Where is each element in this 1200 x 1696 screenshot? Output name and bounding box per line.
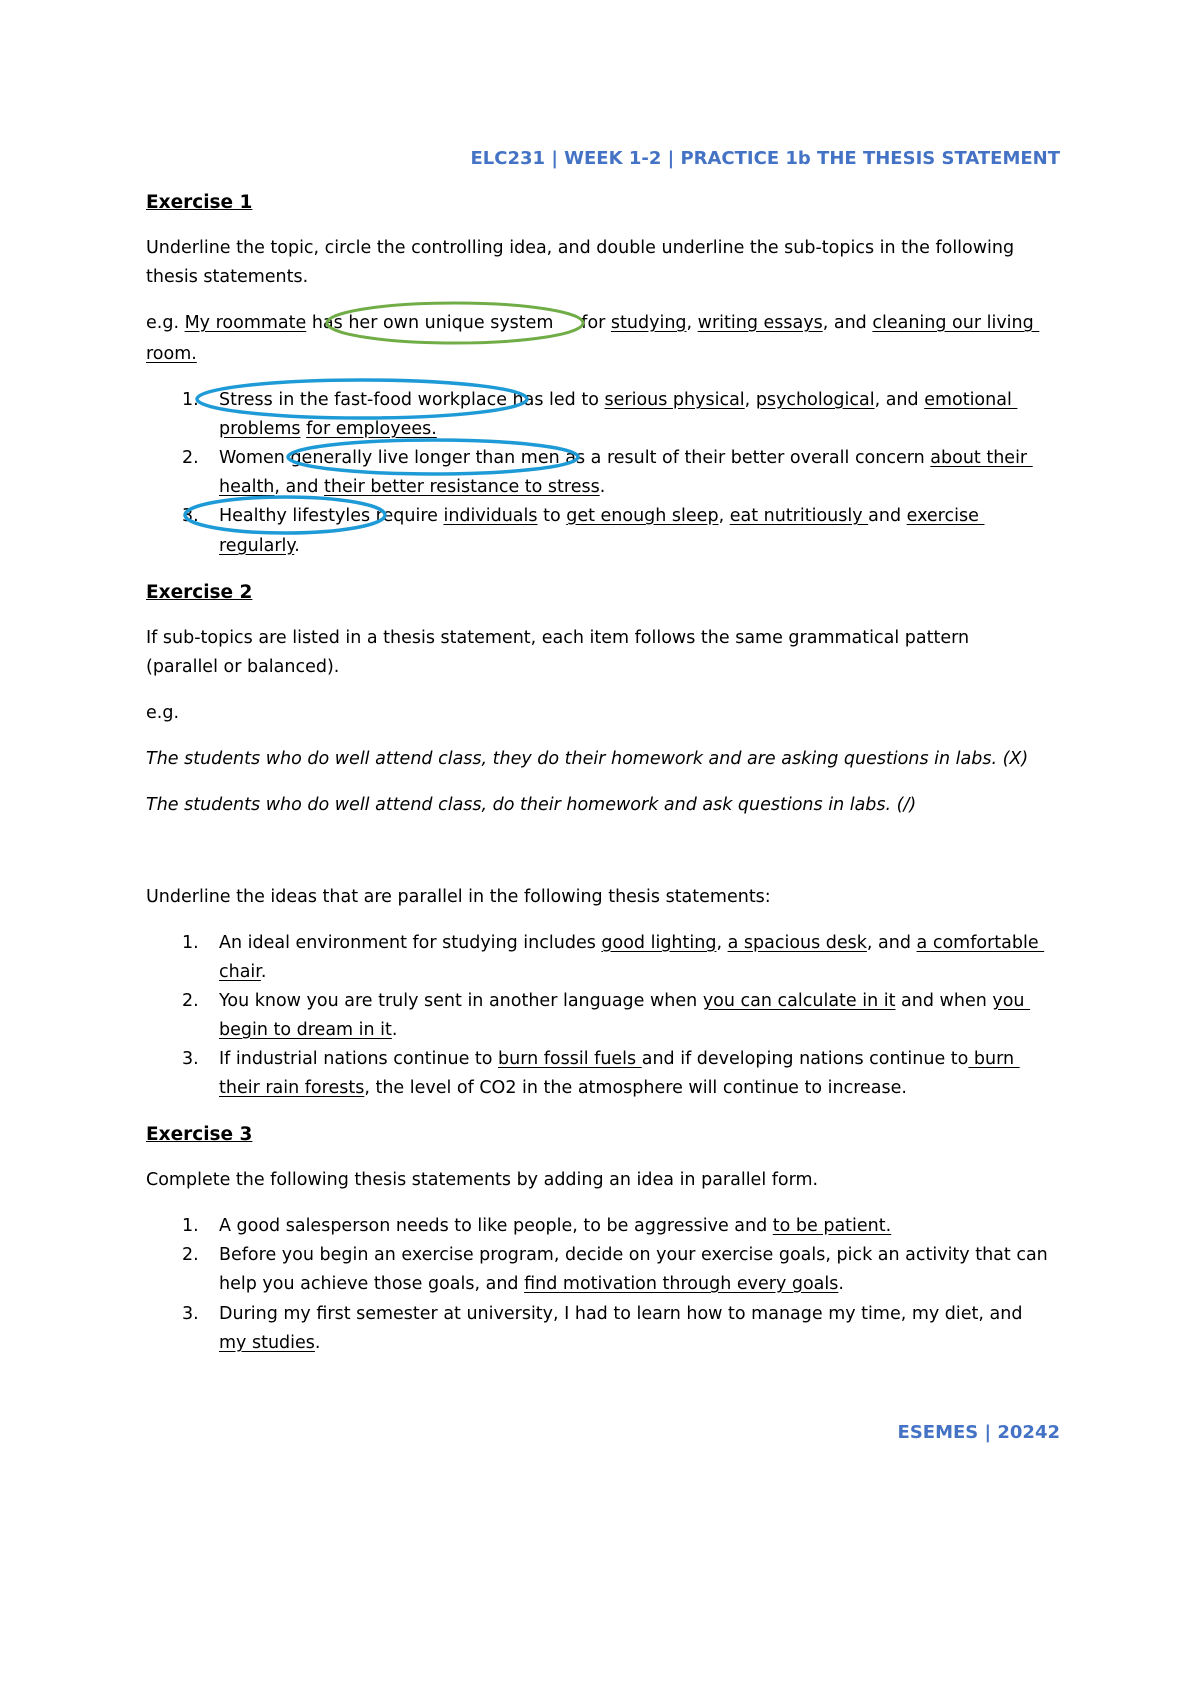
underline: a spacious desk (727, 933, 867, 953)
exercise-3-heading: Exercise 3 (146, 1124, 253, 1145)
text: , and (866, 933, 917, 953)
underline: psychological (755, 390, 875, 410)
underline: health (219, 477, 275, 497)
underline: chair (219, 962, 261, 982)
underline: good lighting (601, 933, 717, 953)
exercise-1-instruction: Underline the topic, circle the controlling idea, and double underline the sub-topics in the following (146, 238, 1015, 258)
underline: serious physical (604, 390, 745, 410)
underline: about their (930, 448, 1033, 468)
subtopic-underline: cleaning our living (872, 313, 1040, 333)
underline: their rain forests (219, 1078, 365, 1098)
text: A good salesperson needs to like people, to be aggressive and (219, 1216, 773, 1236)
text: , (686, 313, 698, 333)
text: . (599, 477, 606, 497)
underline: regularly (219, 536, 295, 556)
text: If industrial nations continue to (219, 1049, 499, 1069)
list-number: 1. (182, 1216, 199, 1236)
text: and when (895, 991, 993, 1011)
text: , (718, 506, 730, 526)
answer-underline: my studies (219, 1333, 315, 1353)
list-item-cont (219, 536, 300, 556)
subtopic-underline: writing essays (697, 313, 823, 333)
list-item: Before you begin an exercise program, decide on your exercise goals, pick an activity that can (219, 1245, 1048, 1265)
text: Women generally live longer than men as a result of their better overall concern (219, 448, 931, 468)
text: An ideal environment for studying includes (219, 933, 602, 953)
underline: their better resistance to stress (324, 477, 600, 497)
list-number: 3. (182, 506, 199, 526)
underline: get enough sleep (566, 506, 719, 526)
list-item (219, 1216, 891, 1236)
text: Healthy lifestyles require (219, 506, 444, 526)
text: , the level of CO2 in the atmosphere will continue to increase. (364, 1078, 907, 1098)
exercise-2-instruction: Underline the ideas that are parallel in the following thesis statements: (146, 887, 771, 907)
text: . (294, 536, 300, 556)
subtopic-underline: room. (146, 344, 197, 364)
list-number: 1. (182, 390, 199, 410)
underline: you (992, 991, 1031, 1011)
exercise-2-paragraph-cont: (parallel or balanced). (146, 657, 340, 677)
example-label: e.g. (146, 703, 180, 723)
list-number: 3. (182, 1304, 199, 1324)
list-item-cont (219, 962, 266, 982)
underline: begin to dream in it (219, 1020, 392, 1040)
example-correct: The students who do well attend class, do their homework and ask questions in labs. (/) (146, 795, 917, 815)
list-item (219, 390, 1017, 410)
answer-underline: to be patient. (772, 1216, 892, 1236)
underline: you can calculate in it (702, 991, 896, 1011)
document-footer: ESEMES | 20242 (897, 1422, 1060, 1443)
exercise-1-heading: Exercise 1 (146, 192, 253, 213)
list-item-cont (219, 419, 437, 439)
text: to (537, 506, 567, 526)
subtopic-underline: studying (610, 313, 687, 333)
example-sentence (146, 313, 1039, 333)
underline: problems (219, 419, 301, 439)
example-incorrect: The students who do well attend class, they do their homework and are asking questions in labs. (X) (146, 749, 1029, 769)
text: and (868, 506, 907, 526)
list-item (219, 506, 984, 526)
list-item (219, 933, 1044, 953)
text: Stress in the fast-food workplace has led to (219, 390, 605, 410)
list-number: 2. (182, 1245, 199, 1265)
text: , (716, 933, 728, 953)
list-item (219, 448, 1033, 468)
text: You know you are truly sent in another language when (219, 991, 703, 1011)
text: , and (874, 390, 925, 410)
underline: burn fossil fuels (498, 1049, 642, 1069)
underline: a comfortable (916, 933, 1045, 953)
underline: burn (968, 1049, 1020, 1069)
exercise-1-instruction-cont: thesis statements. (146, 267, 309, 287)
text: e.g. (146, 313, 185, 333)
list-item-cont (219, 1020, 397, 1040)
list-item (219, 991, 1030, 1011)
underline: exercise (906, 506, 985, 526)
text: . (838, 1274, 844, 1294)
list-item-cont (219, 1274, 844, 1294)
list-number: 1. (182, 933, 199, 953)
exercise-2-paragraph: If sub-topics are listed in a thesis statement, each item follows the same grammatical pattern (146, 628, 970, 648)
underline: emotional (924, 390, 1018, 410)
exercise-3-instruction: Complete the following thesis statements by adding an idea in parallel form. (146, 1170, 819, 1190)
text: and if developing nations continue to (641, 1049, 969, 1069)
text: help you achieve those goals, and (219, 1274, 525, 1294)
list-number: 2. (182, 991, 199, 1011)
text: . (391, 1020, 398, 1040)
list-number: 2. (182, 448, 199, 468)
underline: eat nutritiously (729, 506, 869, 526)
list-item-cont (219, 1078, 907, 1098)
list-item-cont (219, 1333, 320, 1353)
text: . (314, 1333, 321, 1353)
exercise-2-heading: Exercise 2 (146, 582, 253, 603)
topic-underline: My roommate (184, 313, 307, 333)
list-item-cont (219, 477, 605, 497)
underline: individuals (443, 506, 538, 526)
underline: for employees. (306, 419, 437, 439)
text: , (744, 390, 756, 410)
list-item (219, 1049, 1020, 1069)
example-sentence-cont (146, 344, 197, 364)
text: has her own unique system for (306, 313, 611, 333)
text: . (260, 962, 267, 982)
text: , and (822, 313, 873, 333)
answer-underline: find motivation through every goals (524, 1274, 839, 1294)
list-number: 3. (182, 1049, 199, 1069)
text: , and (274, 477, 325, 497)
list-item: During my first semester at university, I had to learn how to manage my time, my diet, and (219, 1304, 1023, 1324)
document-header: ELC231 | WEEK 1-2 | PRACTICE 1b THE THESIS STATEMENT (470, 148, 1060, 169)
